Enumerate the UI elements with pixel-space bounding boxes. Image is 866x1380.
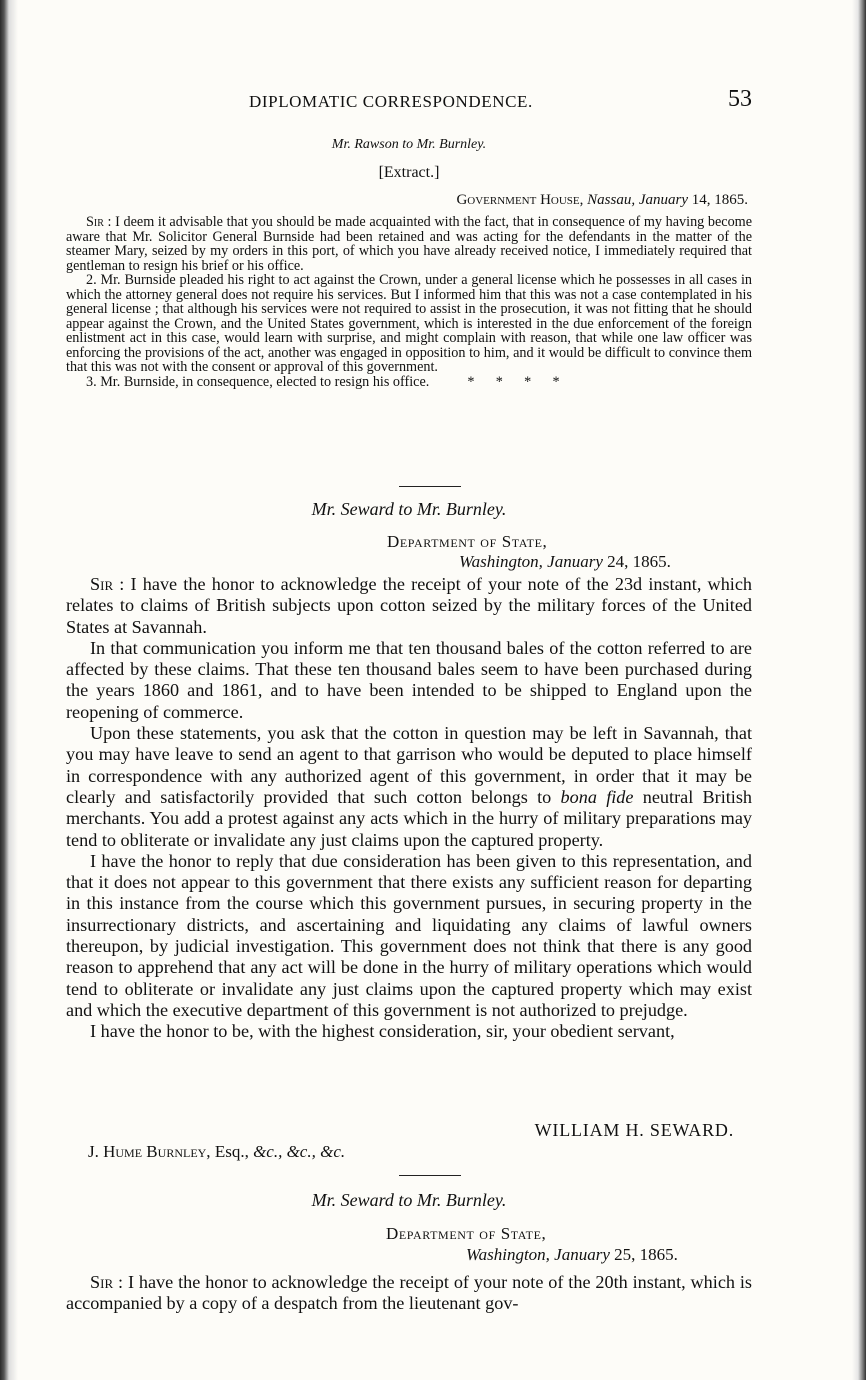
letter2-para2: In that communication you inform me that ten thousand bales of the cotton referred to are affected by these claims. That these ten thousand bales seem to have been purchased during the years 1860 and 1861, and to have been intended to be shipped to England upon the reopening of commerce. xyxy=(66,637,752,722)
letter2-addressee-etc: &c., &c., &c. xyxy=(253,1142,346,1161)
letter1-dateline-place: Government House, xyxy=(456,192,584,208)
letter3-heading: Mr. Seward to Mr. Burnley. xyxy=(311,1190,507,1210)
letter1-para3 xyxy=(66,375,752,390)
letter2-para3 xyxy=(66,723,752,851)
letter2-para3-text-a: Upon these statements, you ask that the cotton in question may be left in Savannah, that you may have leave to send an agent to that garrison who would be deputed to place himself in correspondence with any authorized agent of this government, in order that it may be clearly and satisfactorily provided that such cotton belongs to xyxy=(66,723,752,807)
letter2-para1-text: I have the honor to acknowledge the receipt of your note of the 23d instant, which relates to claims of British subjects upon cotton seized by the military forces of the United States at Savannah. xyxy=(66,574,753,637)
letter1-para1-text: I deem it advisable that you should be made acquainted with the fact, that in consequence of my having become aware that Mr. Solicitor General Burnside had been retained and was acting for the defendants in the matter of the steamer Mary, seized by my orders in this port, of which you have already received notice, I immediately required that gentleman to resign his brief or his office. xyxy=(66,214,753,274)
letter3-date-line xyxy=(466,1245,678,1265)
letter2-addressee-esq: Esq., xyxy=(214,1142,249,1161)
letter1-dateline-month: January xyxy=(638,192,688,208)
letter2-addressee-name: J. Hume Burnley, xyxy=(88,1142,211,1161)
letter3-salutation: Sir : xyxy=(90,1272,124,1292)
letter1-omission-stars: * * * * xyxy=(467,373,560,390)
letter3-para1-text: I have the honor to acknowledge the receipt of your note of the 20th instant, which is accompanied by a copy of a despatch from the lieutenant gov- xyxy=(66,1272,753,1314)
letter2-date-line xyxy=(459,552,671,572)
letter2-para3-text-b: neutral British merchants. You add a protest against any acts which in the hurry of military preparations may tend to obliterate or invalidate any just claims upon the captured property. xyxy=(66,786,753,850)
letter1-heading: Mr. Rawson to Mr. Burnley. xyxy=(331,137,487,152)
letter1-body xyxy=(66,215,752,389)
letter1-para2: 2. Mr. Burnside pleaded his right to act against the Crown, under a general license which he possesses in all cases in which the attorney general does not require his services. But I informed him that this was not a case contemplated in his general license ; that although his services were not required to assist in the prosecution, it was not fitting that he should appear against the Crown, and the United States government, which is interested in the due enforcement of the foreign enlistment act in this case, would learn with surprise, and might complain with reason, that while one law officer was enforcing the provisions of the act, another was engaged in opposition to him, and it would be difficult to convince them that this was not with the consent or approval of this government. xyxy=(66,272,752,375)
letter2-para1 xyxy=(66,574,752,638)
letter2-para3-italic: bona fide xyxy=(560,786,634,807)
running-head xyxy=(66,86,752,116)
letter2-dateline-day: 24, 1865. xyxy=(607,552,671,571)
letter1-dateline-city: Nassau, xyxy=(587,192,636,208)
page-scan-edge-left xyxy=(0,0,18,1380)
letter3-dateline-day: 25, 1865. xyxy=(614,1245,678,1264)
letter3-dateline-month: January xyxy=(554,1245,610,1264)
letter1-dateline-day: 14, 1865. xyxy=(691,192,748,208)
letter2-heading: Mr. Seward to Mr. Burnley. xyxy=(311,499,507,519)
letter2-para4: I have the honor to reply that due consideration has been given to this representation, and that it does not appear to this government that there exists any sufficient reason for departing in this instance from the course which this government pursues, in securing property in the insurrectionary districts, and ascertaining and liquidating any claims of lawful owners thereupon, by judicial investigation. This government does not think that there is any good reason to apprehend that any act will be done in the hurry of military operations which would tend to obliterate or invalidate any just claims upon the captured property which may exist and which the executive department of this government is not authorized to prejudge. xyxy=(66,850,752,1020)
letter2-signature: WILLIAM H. SEWARD. xyxy=(534,1120,734,1140)
letter2-dept: Department of State, xyxy=(387,532,548,551)
letter1-para1 xyxy=(66,215,752,273)
letter1-extract-label: [Extract.] xyxy=(378,164,440,181)
running-head-title: DIPLOMATIC CORRESPONDENCE. xyxy=(249,92,533,111)
letter3-body xyxy=(66,1272,752,1315)
letter2-addressee xyxy=(88,1142,774,1162)
page-scan-edge-right xyxy=(852,0,866,1380)
letter1-dateline xyxy=(66,192,752,209)
letter1-salutation: Sir : xyxy=(86,214,112,230)
letter3-dateline-city: Washington, xyxy=(466,1245,550,1264)
section-divider-1 xyxy=(399,486,461,487)
letter2-para5: I have the honor to be, with the highest consideration, sir, your obedient servant, xyxy=(90,1021,675,1042)
letter2-body xyxy=(66,574,752,1043)
letter3-dept: Department of State, xyxy=(386,1224,547,1243)
letter2-dateline-city: Washington, xyxy=(459,552,543,571)
letter2-salutation: Sir : xyxy=(90,574,125,594)
letter3-para1 xyxy=(66,1272,752,1315)
page-number: 53 xyxy=(728,86,752,112)
letter2-dateline-month: January xyxy=(547,552,603,571)
letter1-para3-text: 3. Mr. Burnside, in consequence, elected to resign his office. xyxy=(86,373,430,390)
section-divider-2 xyxy=(399,1175,461,1176)
